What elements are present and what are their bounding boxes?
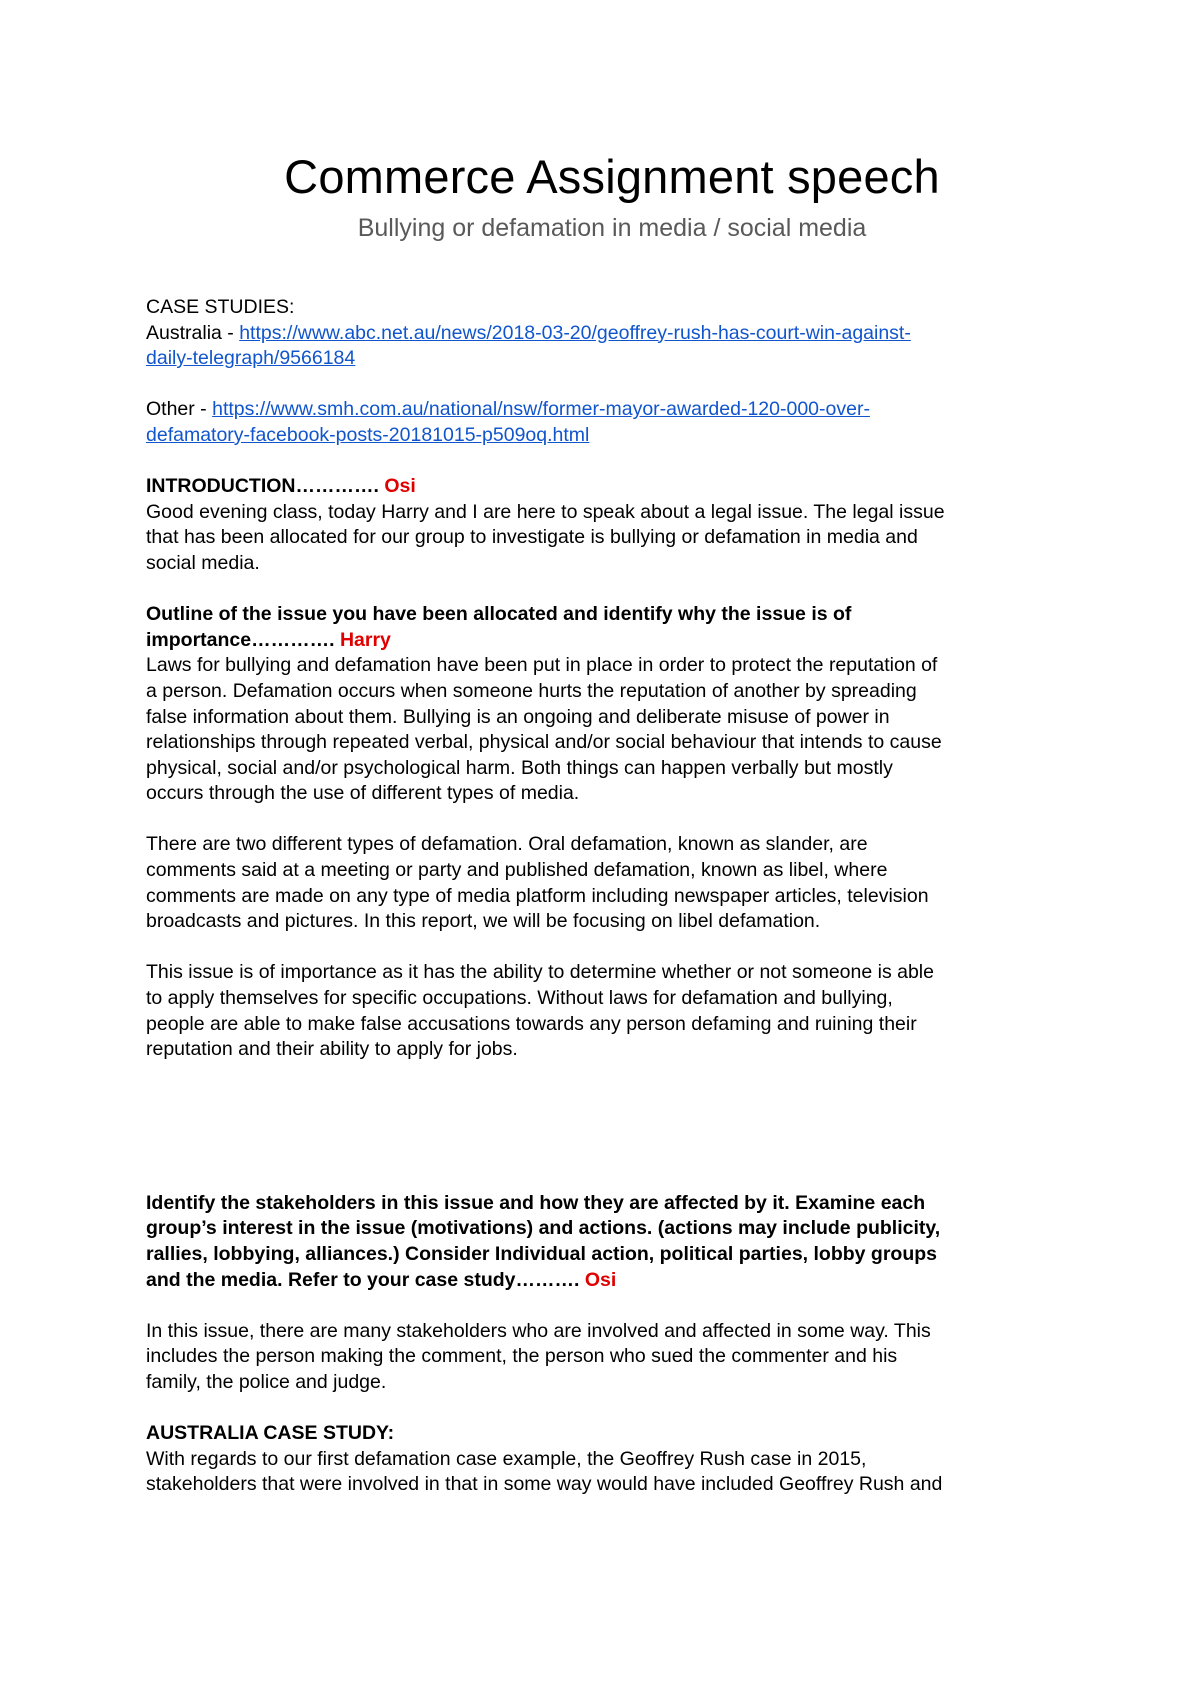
- outline-para3-line: people are able to make false accusations towards any person defaming and ruining their: [146, 1012, 917, 1035]
- stakeholders-heading-text: and the media. Refer to your case study……….: [146, 1268, 585, 1291]
- australia-case-line: [146, 321, 1078, 347]
- introduction-line: social media.: [146, 551, 260, 574]
- outline-para1-line: relationships through repeated verbal, physical and/or social behaviour that intends to cause: [146, 731, 942, 754]
- stakeholders-heading-line: group’s interest in the issue (motivations) and actions. (actions may include publicity,: [146, 1217, 941, 1240]
- other-case-link-continued[interactable]: defamatory-facebook-posts-20181015-p509oq.html: [146, 423, 590, 446]
- stakeholders-para-line: In this issue, there are many stakeholders who are involved and affected in some way. This: [146, 1319, 931, 1342]
- introduction-heading-text: INTRODUCTION………….: [146, 475, 385, 498]
- stakeholders-speaker: Osi: [584, 1268, 617, 1291]
- australia-case-study-line: With regards to our first defamation case example, the Geoffrey Rush case in 2015,: [146, 1447, 867, 1470]
- document-title: Commerce Assignment speech: [284, 150, 940, 203]
- introduction-section: [146, 474, 1078, 576]
- outline-para3-line: reputation and their ability to apply for jobs.: [146, 1038, 518, 1061]
- outline-para2-line: comments are made on any type of media platform including newspaper articles, television: [146, 884, 929, 907]
- stakeholders-heading-line: [146, 1268, 1078, 1294]
- introduction-heading: [146, 474, 1078, 500]
- case-studies-section: [146, 295, 1078, 449]
- outline-para2-line: broadcasts and pictures. In this report, we will be focusing on libel defamation.: [146, 910, 821, 933]
- outline-para2-line: comments said at a meeting or party and published defamation, known as libel, where: [146, 859, 888, 882]
- other-case-link-cont: [146, 423, 1078, 449]
- outline-para1-line: physical, social and/or psychological harm. Both things can happen verbally but mostly: [146, 756, 893, 779]
- other-prefix: Other -: [146, 398, 213, 421]
- stakeholders-para-line: includes the person making the comment, the person who sued the commenter and his: [146, 1345, 898, 1368]
- australia-case-study-line: stakeholders that were involved in that in some way would have included Geoffrey Rush and: [146, 1473, 943, 1496]
- australia-case-study-section: [146, 1421, 1078, 1498]
- australia-case-link-continued[interactable]: daily-telegraph/9566184: [146, 347, 356, 370]
- outline-para3-line: This issue is of importance as it has the ability to determine whether or not someone is able: [146, 961, 934, 984]
- outline-para2-line: There are two different types of defamation. Oral defamation, known as slander, are: [146, 833, 868, 856]
- case-studies-label: CASE STUDIES:: [146, 296, 295, 318]
- introduction-speaker: Osi: [384, 475, 416, 498]
- introduction-line: that has been allocated for our group to investigate is bullying or defamation in media and: [146, 526, 918, 549]
- australia-case-study-heading: AUSTRALIA CASE STUDY:: [146, 1422, 395, 1445]
- outline-section: [146, 602, 1078, 1063]
- stakeholders-section: [146, 1191, 1078, 1396]
- outline-heading-line: [146, 628, 1078, 654]
- outline-para1-line: occurs through the use of different types of media.: [146, 782, 580, 805]
- introduction-line: Good evening class, today Harry and I are here to speak about a legal issue. The legal issue: [146, 500, 945, 523]
- document-subtitle: Bullying or defamation in media / social media: [357, 214, 867, 242]
- australia-prefix: Australia -: [146, 321, 240, 344]
- outline-speaker: Harry: [339, 628, 391, 651]
- outline-para1-line: a person. Defamation occurs when someone hurts the reputation of another by spreading: [146, 679, 917, 702]
- other-case-link[interactable]: https://www.smh.com.au/national/nsw/former-mayor-awarded-120-000-over-: [212, 398, 870, 421]
- stakeholders-heading-line: Identify the stakeholders in this issue and how they are affected by it. Examine each: [146, 1191, 926, 1214]
- australia-case-link-cont: [146, 346, 1078, 372]
- outline-para3-line: to apply themselves for specific occupations. Without laws for defamation and bullying,: [146, 987, 893, 1010]
- outline-para1-line: Laws for bullying and defamation have been put in place in order to protect the reputation of: [146, 654, 938, 677]
- stakeholders-para-line: family, the police and judge.: [146, 1370, 387, 1393]
- outline-para1-line: false information about them. Bullying is an ongoing and deliberate misuse of power in: [146, 705, 890, 728]
- outline-heading-line: Outline of the issue you have been allocated and identify why the issue is of: [146, 603, 852, 626]
- other-case-line: [146, 397, 1078, 423]
- outline-heading-text: importance………….: [146, 628, 340, 651]
- australia-case-link[interactable]: https://www.abc.net.au/news/2018-03-20/geoffrey-rush-has-court-win-against-: [239, 321, 911, 344]
- stakeholders-heading-line: rallies, lobbying, alliances.) Consider Individual action, political parties, lobby groups: [146, 1243, 937, 1265]
